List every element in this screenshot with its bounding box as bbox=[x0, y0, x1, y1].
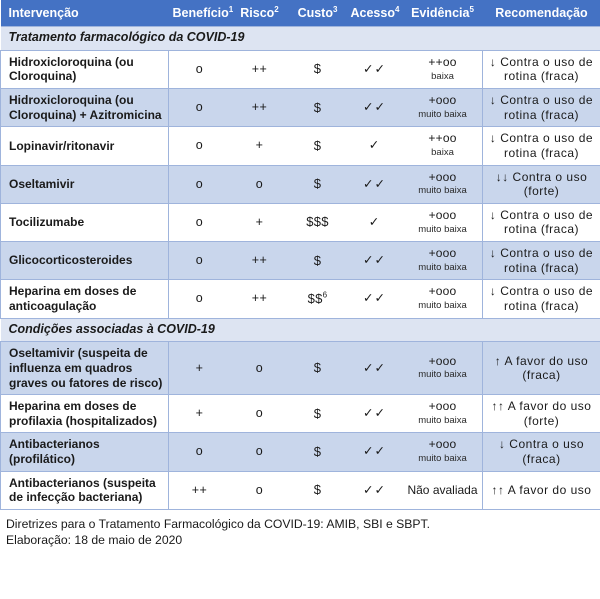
intervencao-text: Oseltamivir (suspeita de influenza em quadros graves ou fatores de risco) bbox=[9, 346, 163, 390]
cell-beneficio bbox=[169, 50, 231, 88]
acesso-value: ✓✓ bbox=[363, 176, 386, 191]
evidencia-quality-label: baixa bbox=[431, 70, 454, 82]
table-header bbox=[1, 0, 600, 27]
intervencao-text: Tocilizumabe bbox=[9, 215, 85, 230]
cell-custo bbox=[289, 242, 347, 280]
cell-evidencia bbox=[403, 395, 483, 433]
table-row bbox=[1, 89, 600, 127]
cell-beneficio bbox=[169, 127, 231, 165]
cell-evidencia bbox=[403, 242, 483, 280]
beneficio-value: ++ bbox=[191, 482, 208, 497]
column-header-custo bbox=[289, 0, 347, 27]
custo-value: $ bbox=[313, 61, 322, 77]
risco-value: ++ bbox=[251, 291, 268, 306]
column-header-beneficio-label: Benefício bbox=[172, 6, 229, 20]
custo-value: $ bbox=[313, 99, 322, 115]
evidencia-quality-label: muito baixa bbox=[418, 185, 467, 197]
cell-custo bbox=[289, 50, 347, 88]
evidencia-quality-label: muito baixa bbox=[418, 261, 467, 273]
cell-intervencao bbox=[1, 280, 169, 318]
risco-value: + bbox=[255, 138, 264, 153]
intervencao-text: Heparina em doses de anticoagulação bbox=[9, 284, 137, 313]
cell-recomendacao bbox=[483, 203, 600, 241]
cell-recomendacao bbox=[483, 471, 600, 509]
risco-value: o bbox=[255, 406, 264, 421]
custo-footnote-marker: 6 bbox=[322, 290, 328, 300]
table-row bbox=[1, 242, 600, 280]
cell-beneficio bbox=[169, 89, 231, 127]
evidencia-value-wrap bbox=[406, 483, 479, 497]
cell-intervencao bbox=[1, 471, 169, 509]
acesso-value: ✓✓ bbox=[363, 444, 386, 459]
cell-beneficio bbox=[169, 342, 231, 395]
footer-date-line: Elaboração: 18 de maio de 2020 bbox=[6, 533, 183, 548]
evidencia-quality-label: muito baixa bbox=[418, 300, 467, 312]
evidencia-value-wrap bbox=[406, 285, 479, 311]
evidencia-value-wrap bbox=[406, 132, 479, 158]
cell-custo bbox=[289, 433, 347, 471]
evidencia-plain: Não avaliada bbox=[407, 482, 478, 497]
column-header-evidencia-note: 5 bbox=[469, 4, 474, 14]
table-row bbox=[1, 433, 600, 471]
cell-evidencia bbox=[403, 89, 483, 127]
column-header-beneficio-note: 1 bbox=[228, 4, 234, 14]
cell-beneficio bbox=[169, 165, 231, 203]
column-header-acesso bbox=[347, 0, 403, 27]
cell-custo bbox=[289, 127, 347, 165]
cell-acesso bbox=[347, 242, 403, 280]
risco-value: ++ bbox=[251, 100, 268, 114]
custo-value: $ bbox=[313, 360, 322, 376]
evidencia-value-wrap bbox=[406, 209, 479, 235]
recomendacao-text: ↓ Contra o uso de rotina (fraca) bbox=[489, 246, 594, 275]
cell-acesso bbox=[347, 280, 403, 318]
cell-acesso bbox=[347, 127, 403, 165]
column-header-risco bbox=[228, 0, 289, 27]
column-header-recomendacao bbox=[483, 0, 600, 27]
column-header-recomendacao-label: Recomendação bbox=[495, 6, 588, 20]
cell-intervencao bbox=[1, 89, 169, 127]
intervencao-text: Antibacterianos (suspeita de infecção bacteriana) bbox=[9, 475, 156, 505]
cell-acesso bbox=[347, 433, 403, 471]
cell-risco bbox=[231, 89, 289, 127]
cell-custo bbox=[289, 89, 347, 127]
cell-evidencia bbox=[403, 471, 483, 509]
custo-value-wrap bbox=[314, 360, 322, 375]
column-header-acesso-label: Acesso bbox=[350, 6, 395, 20]
acesso-value: ✓✓ bbox=[363, 360, 386, 375]
custo-value: $$$ bbox=[306, 214, 329, 230]
column-header-intervencao bbox=[1, 0, 169, 27]
cell-intervencao bbox=[1, 242, 169, 280]
beneficio-value: o bbox=[195, 291, 204, 306]
evidencia-value-wrap bbox=[406, 400, 479, 426]
intervencao-text: Glicocorticosteroides bbox=[9, 253, 133, 268]
intervencao-text: Heparina em doses de profilaxia (hospitalizados) bbox=[9, 399, 158, 428]
beneficio-value: o bbox=[195, 100, 204, 114]
cell-custo bbox=[289, 280, 347, 318]
acesso-value: ✓✓ bbox=[363, 61, 386, 76]
cell-risco bbox=[231, 280, 289, 318]
cell-evidencia bbox=[403, 203, 483, 241]
intervencao-text: Oseltamivir bbox=[9, 176, 75, 191]
acesso-value: ✓ bbox=[368, 138, 381, 153]
custo-value: $ bbox=[313, 252, 322, 268]
beneficio-value: o bbox=[195, 176, 204, 191]
evidencia-value-wrap bbox=[406, 171, 479, 197]
risco-value: ++ bbox=[251, 61, 268, 76]
evidencia-grade: +ooo bbox=[428, 353, 457, 368]
cell-risco bbox=[231, 50, 289, 88]
cell-evidencia bbox=[403, 433, 483, 471]
risco-value: ++ bbox=[251, 253, 268, 267]
cell-beneficio bbox=[169, 242, 231, 280]
cell-recomendacao bbox=[483, 342, 600, 395]
section-header-row bbox=[1, 318, 600, 342]
evidencia-quality-label: muito baixa bbox=[418, 108, 467, 120]
evidencia-quality-label: baixa bbox=[431, 147, 454, 159]
recomendacao-text: ↓↓ Contra o uso (forte) bbox=[495, 169, 588, 199]
custo-value-wrap bbox=[314, 138, 322, 153]
column-header-custo-label: Custo bbox=[297, 6, 333, 20]
evidencia-grade: +ooo bbox=[428, 284, 457, 299]
table-row bbox=[1, 50, 600, 88]
custo-value-wrap bbox=[314, 482, 322, 497]
beneficio-value: o bbox=[195, 61, 204, 76]
table-row bbox=[1, 471, 600, 509]
cell-evidencia bbox=[403, 127, 483, 165]
custo-value: $ bbox=[313, 482, 322, 498]
cell-acesso bbox=[347, 203, 403, 241]
acesso-value: ✓✓ bbox=[363, 482, 386, 497]
cell-risco bbox=[231, 433, 289, 471]
section-title: Tratamento farmacológico da COVID-19 bbox=[1, 27, 600, 51]
custo-value: $ bbox=[313, 176, 322, 192]
custo-value-wrap bbox=[314, 406, 322, 421]
cell-acesso bbox=[347, 89, 403, 127]
beneficio-value: o bbox=[195, 214, 204, 229]
cell-custo bbox=[289, 342, 347, 395]
evidencia-grade: +ooo bbox=[428, 93, 457, 108]
column-header-acesso-note: 4 bbox=[394, 4, 400, 14]
table-row bbox=[1, 280, 600, 318]
cell-acesso bbox=[347, 471, 403, 509]
column-header-risco-note: 2 bbox=[274, 4, 279, 14]
cell-custo bbox=[289, 471, 347, 509]
cell-recomendacao bbox=[483, 395, 600, 433]
cell-acesso bbox=[347, 342, 403, 395]
evidencia-value-wrap bbox=[406, 438, 479, 464]
table-footer bbox=[0, 510, 600, 549]
cell-acesso bbox=[347, 395, 403, 433]
cell-custo bbox=[289, 165, 347, 203]
evidencia-value-wrap bbox=[406, 355, 479, 381]
cell-evidencia bbox=[403, 165, 483, 203]
cell-recomendacao bbox=[483, 127, 600, 165]
cell-recomendacao bbox=[483, 433, 600, 471]
evidencia-quality-label: muito baixa bbox=[418, 414, 467, 426]
intervencao-text: Lopinavir/ritonavir bbox=[9, 138, 115, 153]
evidencia-quality-label: muito baixa bbox=[418, 453, 467, 465]
cell-beneficio bbox=[169, 280, 231, 318]
evidencia-quality-label: muito baixa bbox=[418, 223, 467, 235]
risco-value: o bbox=[255, 176, 264, 191]
table-row bbox=[1, 395, 600, 433]
cell-beneficio bbox=[169, 471, 231, 509]
acesso-value: ✓✓ bbox=[363, 406, 386, 421]
column-header-custo-note: 3 bbox=[332, 4, 338, 14]
custo-value-wrap bbox=[306, 214, 329, 229]
custo-value-wrap bbox=[314, 253, 322, 268]
intervencao-text: Antibacterianos (profilático) bbox=[9, 437, 100, 466]
acesso-value: ✓✓ bbox=[363, 291, 386, 306]
cell-custo bbox=[289, 395, 347, 433]
evidencia-value-wrap bbox=[406, 94, 479, 120]
evidencia-grade: +ooo bbox=[428, 246, 457, 261]
beneficio-value: + bbox=[195, 406, 204, 421]
cell-risco bbox=[231, 203, 289, 241]
cell-recomendacao bbox=[483, 280, 600, 318]
custo-value: $ bbox=[313, 444, 322, 460]
risco-value: o bbox=[255, 360, 264, 375]
cell-recomendacao bbox=[483, 50, 600, 88]
acesso-value: ✓ bbox=[368, 214, 381, 229]
evidencia-grade: +ooo bbox=[428, 437, 457, 452]
section-header-row bbox=[1, 27, 600, 51]
custo-value-wrap bbox=[314, 444, 322, 459]
cell-intervencao bbox=[1, 433, 169, 471]
column-header-risco-label: Risco bbox=[240, 6, 275, 20]
beneficio-value: o bbox=[195, 253, 204, 267]
column-header-evidencia bbox=[403, 0, 483, 27]
acesso-value: ✓✓ bbox=[363, 253, 386, 267]
custo-value: $ bbox=[313, 405, 322, 421]
recomendacao-text: ↓ Contra o uso (fraca) bbox=[498, 437, 585, 466]
evidencia-grade: ++oo bbox=[428, 131, 457, 146]
acesso-value: ✓✓ bbox=[363, 100, 386, 114]
footer-source-line: Diretrizes para o Tratamento Farmacológico da COVID-19: AMIB, SBI e SBPT. bbox=[6, 516, 431, 531]
column-header-intervencao-label: Intervenção bbox=[8, 6, 79, 20]
table-row bbox=[1, 342, 600, 395]
cell-recomendacao bbox=[483, 89, 600, 127]
cell-risco bbox=[231, 342, 289, 395]
evidencia-quality-label: muito baixa bbox=[418, 369, 467, 381]
custo-value: $$ bbox=[307, 290, 323, 306]
table-body bbox=[1, 27, 600, 510]
cell-intervencao bbox=[1, 50, 169, 88]
section-title: Condições associadas à COVID-19 bbox=[1, 318, 600, 342]
table-row bbox=[1, 203, 600, 241]
column-header-evidencia-label: Evidência bbox=[411, 6, 470, 20]
evidencia-value-wrap bbox=[406, 56, 479, 82]
recomendacao-text: ↓ Contra o uso de rotina (fraca) bbox=[489, 93, 594, 122]
recomendacao-text: ↓ Contra o uso de rotina (fraca) bbox=[489, 284, 594, 313]
intervencao-text: Hidroxicloroquina (ou Cloroquina) + Azitromicina bbox=[9, 93, 162, 122]
column-header-beneficio bbox=[169, 0, 234, 27]
cell-intervencao bbox=[1, 127, 169, 165]
recomendacao-text: ↓ Contra o uso de rotina (fraca) bbox=[489, 131, 594, 160]
recomendacao-text: ↑↑ A favor do uso (forte) bbox=[491, 399, 592, 428]
cell-intervencao bbox=[1, 342, 169, 395]
cell-evidencia bbox=[403, 342, 483, 395]
beneficio-value: o bbox=[195, 138, 204, 153]
evidencia-grade: ++oo bbox=[428, 54, 457, 69]
cell-recomendacao bbox=[483, 165, 600, 203]
cell-beneficio bbox=[169, 395, 231, 433]
header-row bbox=[1, 0, 600, 27]
risco-value: o bbox=[255, 482, 264, 497]
risco-value: + bbox=[255, 214, 264, 229]
recomendacao-text: ↑↑ A favor do uso bbox=[491, 482, 592, 497]
cell-risco bbox=[231, 242, 289, 280]
cell-beneficio bbox=[169, 203, 231, 241]
evidencia-grade: +ooo bbox=[428, 399, 457, 414]
table-row bbox=[1, 165, 600, 203]
cell-intervencao bbox=[1, 165, 169, 203]
custo-value: $ bbox=[313, 137, 322, 153]
intervencao-text: Hidroxicloroquina (ou Cloroquina) bbox=[9, 54, 134, 84]
cell-acesso bbox=[347, 50, 403, 88]
cell-risco bbox=[231, 127, 289, 165]
custo-value-wrap bbox=[314, 61, 322, 76]
custo-value-wrap bbox=[314, 100, 322, 115]
risco-value: o bbox=[255, 444, 264, 459]
recomendacao-text: ↓ Contra o uso de rotina (fraca) bbox=[489, 54, 594, 84]
recomendacao-text: ↑ A favor do uso (fraca) bbox=[494, 353, 589, 383]
beneficio-value: + bbox=[195, 360, 204, 375]
custo-value-wrap bbox=[308, 291, 328, 306]
evidencia-grade: +ooo bbox=[428, 169, 457, 184]
beneficio-value: o bbox=[195, 444, 204, 459]
recomendacao-text: ↓ Contra o uso de rotina (fraca) bbox=[489, 207, 594, 237]
cell-risco bbox=[231, 165, 289, 203]
cell-risco bbox=[231, 395, 289, 433]
cell-custo bbox=[289, 203, 347, 241]
cell-intervencao bbox=[1, 203, 169, 241]
cell-evidencia bbox=[403, 50, 483, 88]
custo-value-wrap bbox=[314, 176, 322, 191]
cell-risco bbox=[231, 471, 289, 509]
cell-evidencia bbox=[403, 280, 483, 318]
cell-beneficio bbox=[169, 433, 231, 471]
cell-recomendacao bbox=[483, 242, 600, 280]
evidencia-value-wrap bbox=[406, 247, 479, 273]
evidencia-grade: +ooo bbox=[428, 207, 457, 222]
cell-acesso bbox=[347, 165, 403, 203]
cell-intervencao bbox=[1, 395, 169, 433]
table-row bbox=[1, 127, 600, 165]
